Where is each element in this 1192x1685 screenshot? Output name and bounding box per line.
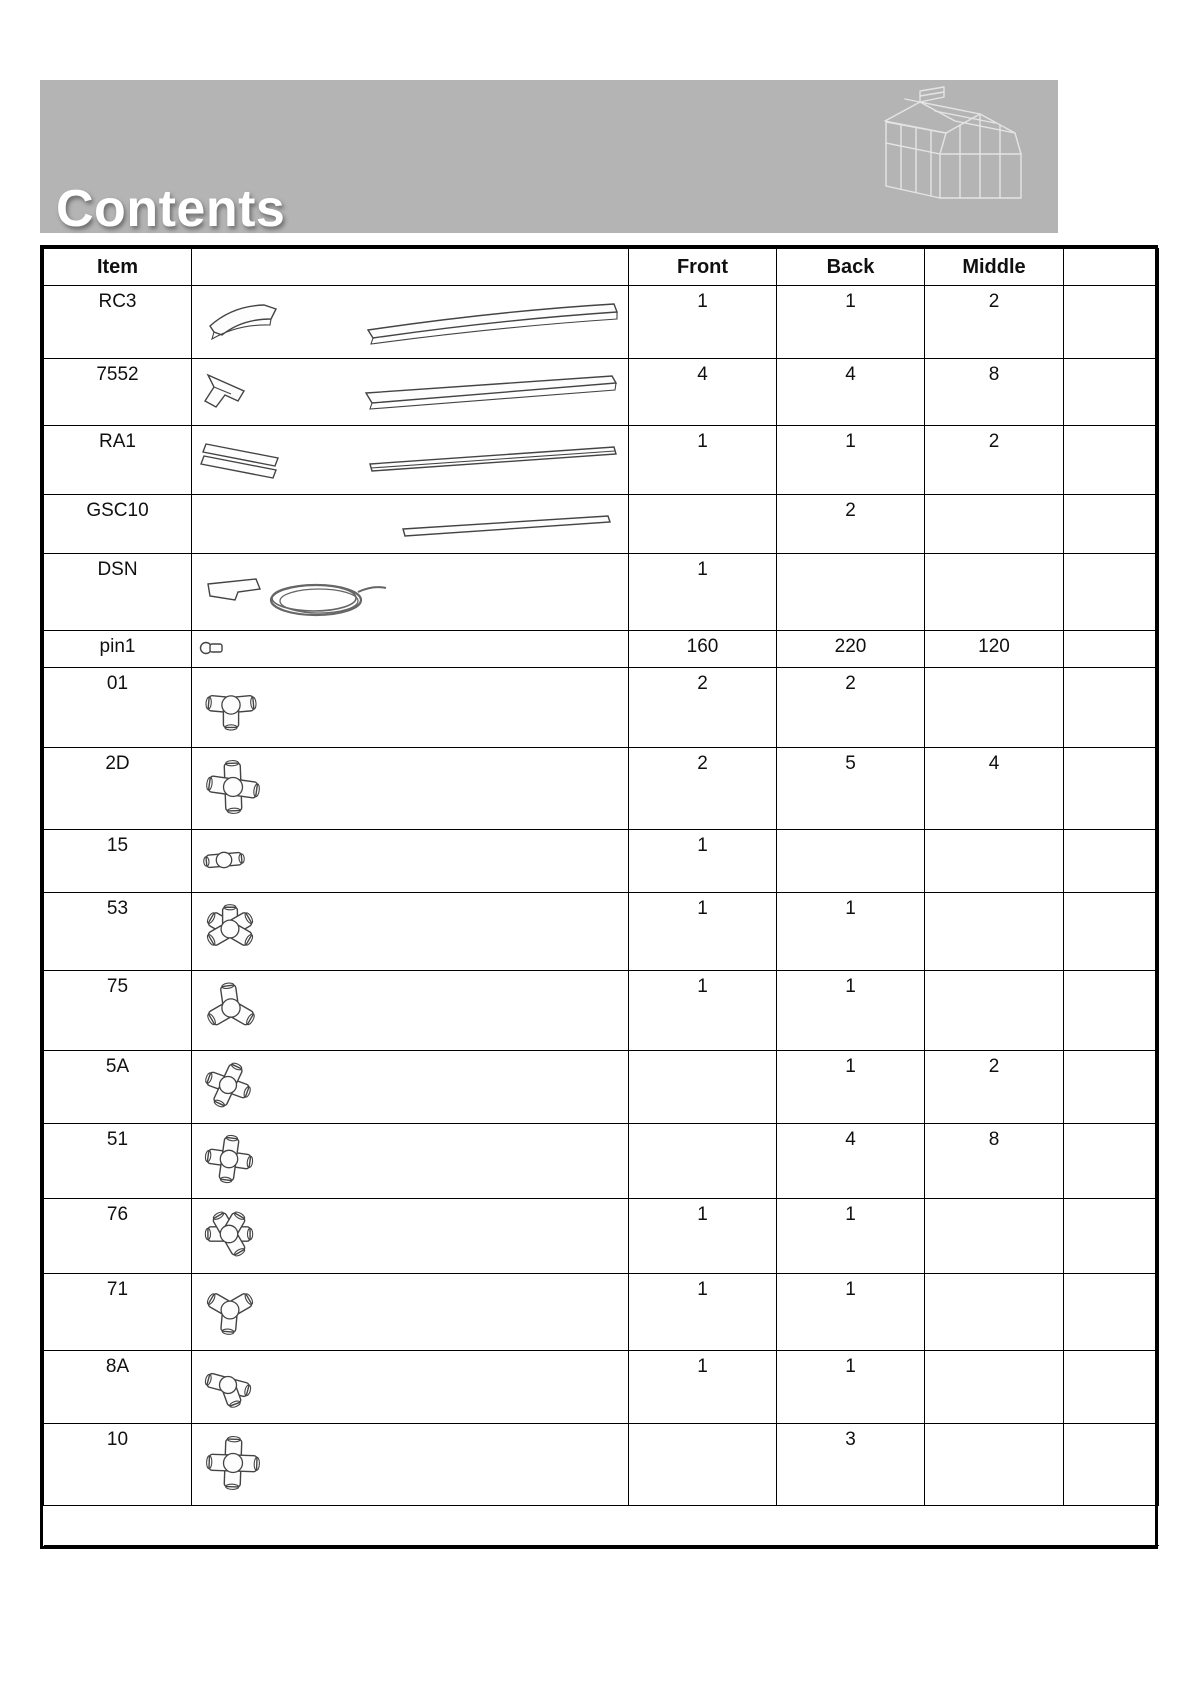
middle-cell (925, 495, 1064, 554)
part-image-cell (192, 971, 629, 1051)
extra-cell (1064, 1124, 1159, 1199)
part-image-cell (192, 1351, 629, 1424)
table-row (44, 830, 1159, 893)
connector-76-icon (198, 1249, 260, 1270)
front-cell (629, 495, 777, 554)
part-image-cell (192, 495, 629, 554)
connector-75-icon (198, 1025, 264, 1046)
item-cell: 01 (44, 668, 192, 748)
front-cell: 1 (629, 893, 777, 971)
extra-cell (1064, 971, 1159, 1051)
extra-cell (1064, 286, 1159, 359)
table-row (44, 1199, 1159, 1274)
gsc10-strip-icon (198, 531, 628, 552)
back-cell: 4 (777, 1124, 925, 1199)
back-cell: 220 (777, 631, 925, 668)
middle-cell (925, 971, 1064, 1051)
front-cell: 1 (629, 1199, 777, 1274)
part-image-cell (192, 1424, 629, 1506)
part-image-cell (192, 748, 629, 830)
table-row (44, 1424, 1159, 1506)
extra-cell (1064, 554, 1159, 631)
connector-10-icon (198, 1482, 268, 1503)
extra-cell (1064, 1424, 1159, 1506)
contents-banner (40, 80, 1058, 238)
item-cell: GSC10 (44, 495, 192, 554)
table-row (44, 971, 1159, 1051)
col-header-image (192, 249, 629, 286)
part-image-cell (192, 286, 629, 359)
middle-cell (925, 1199, 1064, 1274)
dsn-seal-coil-icon (198, 608, 628, 629)
extra-cell (1064, 359, 1159, 426)
page-title: Contents (56, 180, 286, 238)
col-header-front: Front (629, 249, 777, 286)
back-cell: 1 (777, 971, 925, 1051)
back-cell: 1 (777, 286, 925, 359)
item-cell: 51 (44, 1124, 192, 1199)
back-cell: 1 (777, 1351, 925, 1424)
item-cell: 5A (44, 1051, 192, 1124)
front-cell: 1 (629, 971, 777, 1051)
front-cell (629, 1424, 777, 1506)
connector-5a-icon (198, 1099, 258, 1120)
front-cell: 160 (629, 631, 777, 668)
connector-53-icon (198, 945, 262, 966)
7552-profile-icon (198, 403, 628, 424)
col-header-extra (1064, 249, 1159, 286)
extra-cell (1064, 1351, 1159, 1424)
extra-cell (1064, 631, 1159, 668)
middle-cell (925, 554, 1064, 631)
parts-table-frame (40, 245, 1158, 1549)
back-cell: 3 (777, 1424, 925, 1506)
item-cell: 10 (44, 1424, 192, 1506)
table-row (44, 1351, 1159, 1424)
item-cell: RC3 (44, 286, 192, 359)
back-cell: 4 (777, 359, 925, 426)
greenhouse-icon (868, 84, 1048, 226)
extra-cell (1064, 668, 1159, 748)
table-row (44, 554, 1159, 631)
part-image-cell (192, 359, 629, 426)
table-row (44, 668, 1159, 748)
extra-cell (1064, 426, 1159, 495)
back-cell: 1 (777, 1051, 925, 1124)
table-row (44, 359, 1159, 426)
item-cell: 8A (44, 1351, 192, 1424)
table-row (44, 426, 1159, 495)
front-cell: 1 (629, 554, 777, 631)
part-image-cell (192, 554, 629, 631)
item-cell: 53 (44, 893, 192, 971)
front-cell: 1 (629, 286, 777, 359)
middle-cell: 2 (925, 286, 1064, 359)
part-image-cell (192, 1274, 629, 1351)
back-cell: 1 (777, 893, 925, 971)
extra-cell (1064, 893, 1159, 971)
part-image-cell (192, 426, 629, 495)
table-row (44, 631, 1159, 668)
middle-cell (925, 830, 1064, 893)
middle-cell (925, 1351, 1064, 1424)
part-image-cell (192, 830, 629, 893)
part-image-cell (192, 1199, 629, 1274)
middle-cell (925, 1424, 1064, 1506)
header-row (44, 249, 1159, 286)
item-cell: 15 (44, 830, 192, 893)
middle-cell: 8 (925, 1124, 1064, 1199)
front-cell: 1 (629, 830, 777, 893)
item-cell: RA1 (44, 426, 192, 495)
middle-cell (925, 893, 1064, 971)
extra-cell (1064, 1274, 1159, 1351)
connector-51-icon (198, 1174, 260, 1195)
empty-footer-row (44, 1506, 1159, 1546)
front-cell: 1 (629, 426, 777, 495)
empty-footer-cell (44, 1506, 1159, 1546)
back-cell: 1 (777, 1199, 925, 1274)
item-cell: 7552 (44, 359, 192, 426)
front-cell (629, 1051, 777, 1124)
parts-table-body (44, 286, 1159, 1506)
extra-cell (1064, 1199, 1159, 1274)
middle-cell (925, 1274, 1064, 1351)
middle-cell: 120 (925, 631, 1064, 668)
back-cell (777, 554, 925, 631)
connector-15-icon (198, 870, 250, 891)
connector-8a-icon (198, 1399, 258, 1420)
item-cell: 2D (44, 748, 192, 830)
back-cell: 5 (777, 748, 925, 830)
ra1-profile-icon (198, 472, 628, 493)
rc3-profile-icon (198, 336, 628, 357)
item-cell: 71 (44, 1274, 192, 1351)
connector-71-icon (198, 1326, 262, 1347)
table-row (44, 893, 1159, 971)
parts-table (43, 248, 1159, 1546)
front-cell: 2 (629, 668, 777, 748)
part-image-cell (192, 631, 629, 668)
item-cell: 75 (44, 971, 192, 1051)
front-cell: 1 (629, 1351, 777, 1424)
connector-01-icon (198, 722, 264, 743)
table-row (44, 495, 1159, 554)
table-row (44, 1274, 1159, 1351)
table-row (44, 1124, 1159, 1199)
back-cell: 2 (777, 668, 925, 748)
middle-cell: 8 (925, 359, 1064, 426)
front-cell: 4 (629, 359, 777, 426)
table-row (44, 1051, 1159, 1124)
item-cell: 76 (44, 1199, 192, 1274)
back-cell: 2 (777, 495, 925, 554)
front-cell: 1 (629, 1274, 777, 1351)
part-image-cell (192, 668, 629, 748)
back-cell (777, 830, 925, 893)
connector-2d-icon (198, 806, 268, 827)
item-cell: DSN (44, 554, 192, 631)
col-header-item: Item (44, 249, 192, 286)
back-cell: 1 (777, 1274, 925, 1351)
extra-cell (1064, 1051, 1159, 1124)
middle-cell (925, 668, 1064, 748)
middle-cell: 2 (925, 426, 1064, 495)
extra-cell (1064, 748, 1159, 830)
middle-cell: 4 (925, 748, 1064, 830)
item-cell: pin1 (44, 631, 192, 668)
part-image-cell (192, 893, 629, 971)
col-header-back: Back (777, 249, 925, 286)
front-cell: 2 (629, 748, 777, 830)
col-header-middle: Middle (925, 249, 1064, 286)
pin-icon (198, 645, 226, 666)
extra-cell (1064, 495, 1159, 554)
part-image-cell (192, 1124, 629, 1199)
part-image-cell (192, 1051, 629, 1124)
middle-cell: 2 (925, 1051, 1064, 1124)
back-cell: 1 (777, 426, 925, 495)
front-cell (629, 1124, 777, 1199)
table-row (44, 286, 1159, 359)
extra-cell (1064, 830, 1159, 893)
table-row (44, 748, 1159, 830)
